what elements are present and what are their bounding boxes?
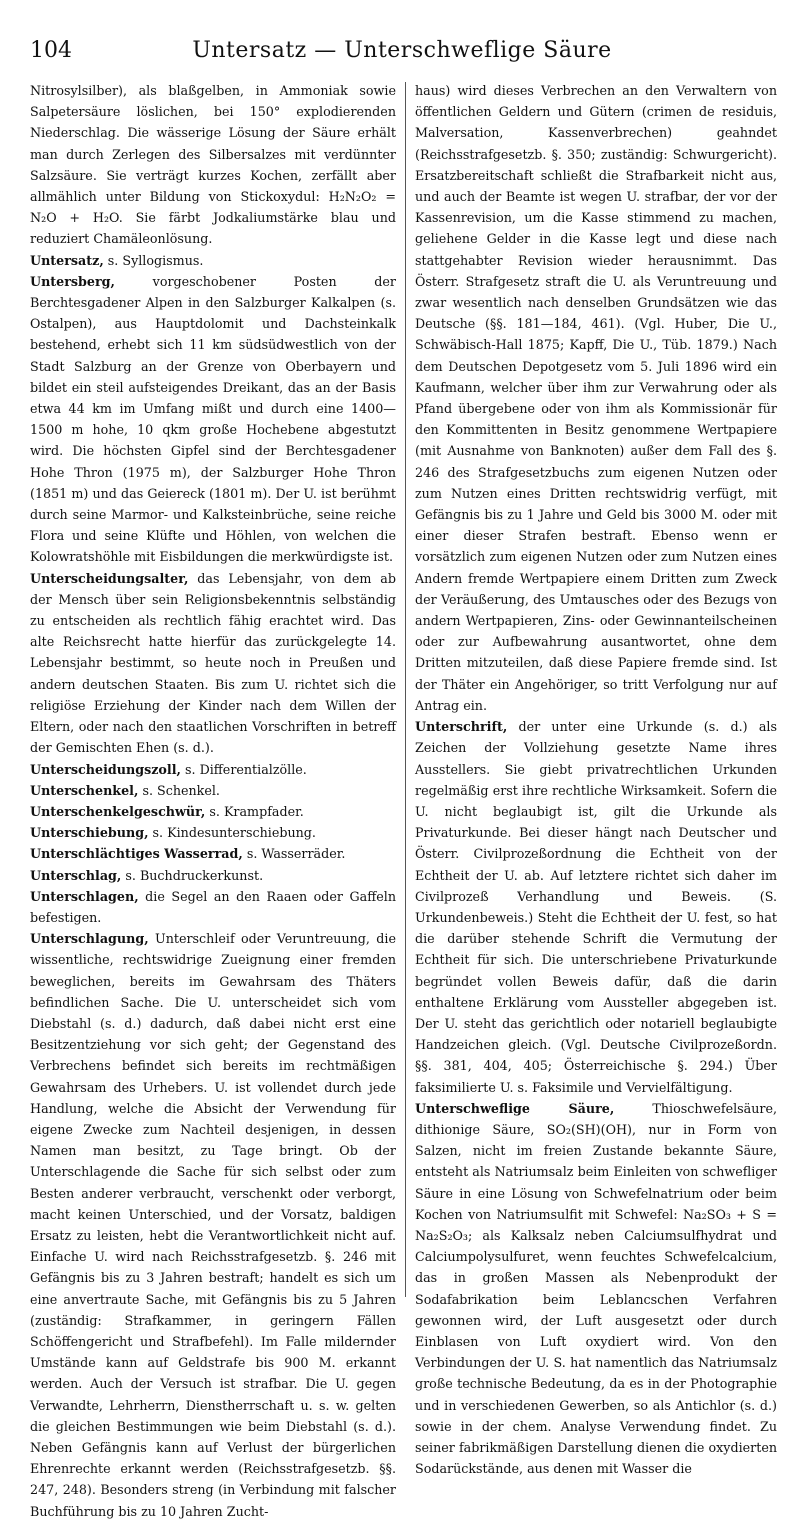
left-column <box>30 80 396 1522</box>
column-divider <box>405 82 406 1297</box>
page-number: 104 <box>30 38 72 63</box>
entry-text: haus) wird dieses Verbrechen an den Verwaltern von öffentlichen Geldern und Gütern (crimen de residuis, Malversation, Kassenverbrechen) geahndet (Reichsstrafgesetzb. §. 350; zuständig: Schwurgericht). Ersatzbereitschaft schließt die Strafbarkeit nicht aus, und auch der Beamte ist wegen U. strafbar, der vor der Kassenrevision, um die Kasse stimmend zu machen, geliehene Gelder in die Kasse legt und diese nach stattgehabter Revision wieder herausnimmt. Das Österr. Strafgesetz straft die U. als Veruntreuung und zwar wesentlich nach denselben Grundsätzen wie das Deutsche (§§. 181—184, 461). (Vgl. Huber, Die U., Schwäbisch-Hall 1875; Kapff, Die U., Tüb. 1879.) Nach dem Deutschen Depotgesetz vom 5. Juli 1896 wird ein Kaufmann, welcher über ihm zur Verwahrung oder als Pfand übergebene oder von ihm als Kommissionär für den Kommittenten in Besitz genommene Wertpapiere (mit Ausnahme von Banknoten) außer dem Fall des §. 246 des Strafgesetzbuchs zum eigenen Nutzen oder zum Nutzen eines Dritten rechtswidrig verfügt, mit Gefängnis bis zu 1 Jahre und Geld bis 3000 M. oder mit einer dieser Strafen bestraft. Ebenso wenn er vorsätzlich zum eigenen Nutzen oder zum Nutzen eines Andern fremde Wertpapiere einem Dritten zum Zweck der Veräußerung, des Umtausches oder des Bezugs von andern Wertpapieren, Zins- oder Gewinnanteilscheinen oder zur Aufbewahrung ausantwortet, ohne dem Dritten mitzuteilen, daß diese Papiere fremde sind. Ist der Thäter ein Angehöriger, so tritt Verfolgung nur auf Antrag ein. <box>415 83 777 713</box>
article-entry <box>30 759 396 780</box>
running-title: Untersatz — Unterschweflige Säure <box>192 38 612 63</box>
entry-headword: Unterschiebung, <box>30 825 149 841</box>
entry-headword: Unterscheidungsalter, <box>30 570 189 586</box>
entry-text: der unter eine Urkunde (s. d.) als Zeichen der Vollziehung gesetzte Name ihres Ausstellers. Sie giebt privatrechtlichen Urkunden regelmäßig erst ihre rechtliche Wirksamkeit. Sofern die U. nicht beglaubigt ist, gilt die Urkunde als Privaturkunde. Bei dieser hängt nach Deutscher und Österr. Civilprozeßordnung die Echtheit von der Echtheit der U. ab. Auf letztere richtet sich daher im Civilprozeß Verhandlung und Beweis. (S. Urkundenbeweis.) Steht die Echtheit der U. fest, so hat die darüber stehende Schrift die Vermutung der Echtheit für sich. Die unterschriebene Privaturkunde begründet vollen Beweis dafür, daß die darin enthaltene Erklärung vom Aussteller abgegeben ist. Der U. steht das gerichtlich oder notariell beglaubigte Handzeichen gleich. (Vgl. Deutsche Civilprozeßordn. §§. 381, 404, 405; Österreichische §. 294.) Über faksimilierte U. s. Faksimile und Vervielfältigung. <box>415 719 777 1095</box>
article-entry <box>30 865 396 886</box>
article-entry <box>30 843 396 864</box>
article-entry <box>30 780 396 801</box>
entry-text: das Lebensjahr, von dem ab der Mensch über sein Religionsbekenntnis selbständig zu entscheiden als rechtlich fähig erachtet wird. Das alte Reichsrecht hatte hierfür das zurückgelegte 14. Lebensjahr bestimmt, so heute noch in Preußen und andern deutschen Staaten. Bis zum U. richtet sich die religiöse Erziehung der Kinder nach dem Willen der Eltern, oder nach den staatlichen Vorschriften in betreff der Gemischten Ehen (s. d.). <box>30 570 396 756</box>
entry-text: Nitrosylsilber), als blaßgelben, in Ammoniak sowie Salpetersäure löslichen, bei 150° explodierenden Niederschlag. Die wässerige Lösung der Säure erhält man durch Zerlegen des Silbersalzes mit verdünnter Salzsäure. Sie verträgt kurzes Kochen, zerfällt aber allmählich unter Bildung von Stickoxydul: H₂N₂O₂ = N₂O + H₂O. Sie färbt Jodkaliumstärke blau und reduziert Chamäleonlösung. <box>30 83 396 247</box>
entry-headword: Unterschenkel, <box>30 782 139 798</box>
article-entry <box>30 80 396 250</box>
article-entry <box>30 822 396 843</box>
article-entry <box>30 271 396 568</box>
entry-text: die Segel an den Raaen oder Gaffeln befestigen. <box>30 888 396 925</box>
entry-text: s. Kindesunterschiebung. <box>148 825 316 841</box>
entry-headword: Unterschweflige Säure, <box>415 1100 615 1116</box>
entry-text: s. Differentialzölle. <box>180 761 307 777</box>
entry-headword: Unterschlagung, <box>30 931 149 947</box>
entry-headword: Untersatz, <box>30 252 104 268</box>
entry-text: Thioschwefelsäure, dithionige Säure, SO₂(SH)(OH), nur in Form von Salzen, nicht im freien Zustande bekannte Säure, entsteht als Natriumsalz beim Einleiten von schwefliger Säure in eine Lösung von Schwefelnatrium oder beim Kochen von Natriumsulfit mit Schwefel: Na₂SO₃ + S = Na₂S₂O₃; als Kalksalz neben Calciumsulfhydrat und Calciumpolysulfuret, wenn feuchtes Schwefelcalcium, das in großen Massen als Nebenprodukt der Sodafabrikation beim Leblancschen Verfahren gewonnen wird, der Luft ausgesetzt oder durch Einblasen von Luft oxydiert wird. Von den Verbindungen der U. S. hat namentlich das Natriumsalz große technische Bedeutung, da es in der Photographie und in verschiedenen Gewerben, so als Antichlor (s. d.) sowie in der chem. Analyse Verwendung findet. Zu seiner fabrikmäßigen Darstellung dienen die oxydierten Sodarückstände, aus denen mit Wasser die <box>415 1100 777 1477</box>
entry-headword: Unterschlag, <box>30 867 122 883</box>
entry-headword: Untersberg, <box>30 273 115 289</box>
article-entry <box>415 1098 777 1480</box>
article-entry <box>415 80 777 716</box>
page-header <box>30 38 774 72</box>
entry-text: s. Schenkel. <box>138 782 220 798</box>
entry-text: Unterschleif oder Veruntreuung, die wissentliche, rechtswidrige Zueignung einer fremden beweglichen, bereits im Gewahrsam des Thäters befindlichen Sache. Die U. unterscheidet sich vom Diebstahl (s. d.) dadurch, daß dabei nicht erst eine Besitzentziehung vor sich geht; der Gegenstand des Verbrechens befindet sich bereits im rechtmäßigen Gewahrsam des Urhebers. U. ist vollendet durch jede Handlung, welche die Absicht der Verwendung für eigene Zwecke zum Nachteil desjenigen, in dessen Namen man besitzt, zu Tage bringt. Ob der Unterschlagende die Sache für sich selbst oder zum Besten anderer verbraucht, verschenkt oder verborgt, macht keinen Unterschied, und der Vorsatz, baldigen Ersatz zu leisten, hebt die Verantwortlichkeit nicht auf. Einfache U. wird nach Reichsstrafgesetzb. §. 246 mit Gefängnis bis zu 3 Jahren bestraft; handelt es sich um eine anvertraute Sache, mit Gefängnis bis zu 5 Jahren (zuständig: Strafkammer, in geringern Fällen Schöffengericht und Strafbefehl). Im Falle mildernder Umstände kann auf Geldstrafe bis 900 M. erkannt werden. Auch der Versuch ist strafbar. Die U. gegen Verwandte, Lehrherrn, Dienstherrschaft u. s. w. gelten die gleichen Bestimmungen wie beim Diebstahl (s. d.). Neben Gefängnis kann auf Verlust der bürgerlichen Ehrenrechte erkannt werden (Reichsstrafgesetzb. §§. 247, 248). Besonders streng (in Verbindung mit falscher Buchführung bis zu 10 Jahren Zucht- <box>30 931 396 1519</box>
article-entry <box>30 886 396 928</box>
entry-text: vorgeschobener Posten der Berchtesgadener Alpen in den Salzburger Kalkalpen (s. Ostalpen), aus Hauptdolomit und Dachsteinkalk bestehend, erhebt sich 11 km südsüdwestlich von der Stadt Salzburg an der Grenze von Oberbayern und bildet ein steil aufsteigendes Dreikant, das an der Basis etwa 44 km im Umfang mißt und durch eine 1400—1500 m hohe, 10 qkm große Hochebene abgestutzt wird. Die höchsten Gipfel sind der Berchtesgadener Hohe Thron (1975 m), der Salzburger Hohe Thron (1851 m) und das Geiereck (1801 m). Der U. ist berühmt durch seine Marmor- und Kalksteinbrüche, seine reiche Flora und seine Klüfte und Höhlen, von welchen die Kolowratshöhle mit Eisbildungen die merkwürdigste ist. <box>30 273 396 565</box>
article-entry <box>30 250 396 271</box>
entry-headword: Unterschenkelgeschwür, <box>30 803 206 819</box>
entry-text: s. Syllogismus. <box>103 252 204 268</box>
entry-headword: Unterschlächtiges Wasserrad, <box>30 846 243 862</box>
entry-text: s. Wasserräder. <box>242 846 346 862</box>
article-entry <box>415 716 777 1098</box>
entry-text: s. Buchdruckerkunst. <box>121 867 264 883</box>
entry-headword: Unterschrift, <box>415 719 508 735</box>
right-column <box>415 80 777 1479</box>
article-entry <box>30 801 396 822</box>
entry-headword: Unterschlagen, <box>30 888 139 904</box>
entry-text: s. Krampfader. <box>205 803 304 819</box>
article-entry <box>30 568 396 759</box>
article-entry <box>30 928 396 1522</box>
entry-headword: Unterscheidungszoll, <box>30 761 181 777</box>
